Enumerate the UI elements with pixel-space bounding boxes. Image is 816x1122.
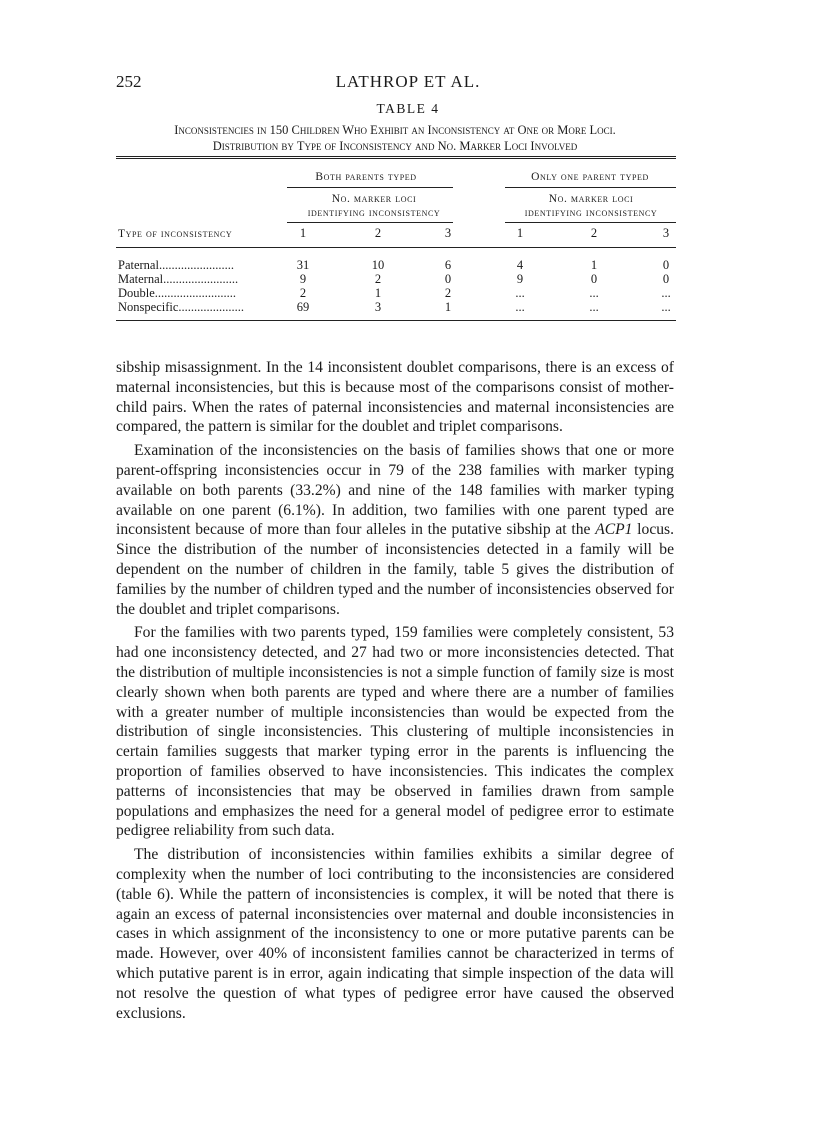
table-cell: ... xyxy=(589,286,599,300)
group-rule-one xyxy=(505,187,676,188)
table-cell: 0 xyxy=(662,272,670,286)
table-cell: 1 xyxy=(374,286,382,300)
table-cell: 2 xyxy=(444,286,452,300)
subheader-rule-one xyxy=(505,222,676,223)
subheader-both xyxy=(282,192,466,220)
subheader-one-line2: identifying inconsistency xyxy=(524,207,658,219)
table-cell: 1 xyxy=(590,258,598,272)
group-header-one-parent: Only one parent typed xyxy=(531,171,649,183)
table-cell: 0 xyxy=(444,272,452,286)
table-cell: ... xyxy=(589,300,599,314)
table-caption xyxy=(114,122,676,154)
column-header-rule xyxy=(116,247,676,248)
table-cell: 2 xyxy=(299,286,307,300)
table-cell: 4 xyxy=(516,258,524,272)
subheader-one xyxy=(500,192,682,220)
subheader-one-line1: No. marker loci xyxy=(548,193,634,205)
column-header: 2 xyxy=(374,226,382,240)
paragraph: sibship misassignment. In the 14 inconsistent doublet comparisons, there is an excess of maternal inconsistencies, but this is because most of the comparisons consist of mother-child pairs. When the rates of paternal inconsistencies and maternal inconsistencies are compared, the pattern is similar for the doublet and triplet comparisons. xyxy=(116,359,674,436)
table-cell: 2 xyxy=(374,272,382,286)
table-cell: 9 xyxy=(516,272,524,286)
body-text xyxy=(116,358,674,1023)
table-cell: 69 xyxy=(296,300,310,314)
running-head: LATHROP ET AL. xyxy=(335,72,481,91)
table-cell: ... xyxy=(661,300,671,314)
row-label-paternal: Paternal........................ xyxy=(118,258,234,272)
table-cell: 9 xyxy=(299,272,307,286)
table-cell: 0 xyxy=(590,272,598,286)
page-number: 252 xyxy=(116,72,142,91)
column-header: 3 xyxy=(444,226,452,240)
table-cell: 3 xyxy=(374,300,382,314)
paragraph: The distribution of inconsistencies within families exhibits a similar degree of complexity when the number of loci contributing to the inconsistencies are considered (table 6). While the pattern of inconsistencies is complex, it will be noted that there is again an excess of paternal inconsistencies over maternal and double inconsistencies in cases in which assignment of the inconsistency to one or more putative parents can be made. However, over 40% of inconsistent families cannot be characterized in terms of which putative parent is in error, again indicating that simple inspection of the data will not resolve the question of what types of pedigree error have caused the observed exclusions. xyxy=(116,846,674,1022)
table-bottom-rule xyxy=(116,320,676,321)
row-label-maternal: Maternal........................ xyxy=(118,272,239,286)
table-top-rule xyxy=(116,156,676,159)
subheader-rule-both xyxy=(287,222,453,223)
paragraph xyxy=(116,441,674,619)
table-cell: 6 xyxy=(444,258,452,272)
column-header: 3 xyxy=(662,226,670,240)
subheader-both-line1: No. marker loci xyxy=(331,193,417,205)
table-cell: 1 xyxy=(444,300,452,314)
locus-name: ACP1 xyxy=(595,521,633,539)
row-label-double: Double.......................... xyxy=(118,286,237,300)
group-header-both-parents: Both parents typed xyxy=(315,171,417,183)
row-label-nonspecific: Nonspecific..................... xyxy=(118,300,245,314)
table-cell: ... xyxy=(515,286,525,300)
table-label: TABLE 4 xyxy=(376,101,440,116)
column-header: 1 xyxy=(516,226,524,240)
table-cell: ... xyxy=(515,300,525,314)
subheader-both-line2: identifying inconsistency xyxy=(307,207,441,219)
table-cell: 0 xyxy=(662,258,670,272)
paragraph-text: Examination of the inconsistencies on the basis of families shows that one or more parent-offspring inconsistencies occur in 79 of the 238 families with marker typing available on both parents (33.2%) and nine of the 148 families with marker typing available on one parent (6.1%). In addition, two families with one parent typed are inconsistent because of more than four alleles in the putative sibship at the xyxy=(116,442,674,539)
paragraph-text: locus. Since the distribution of the number of inconsistencies detected in a family will be dependent on the number of children in the family, table 5 gives the distribution of families by the number of children typed and the number of inconsistencies observed for the doublet and triplet comparisons. xyxy=(116,521,675,618)
group-rule-both xyxy=(287,187,453,188)
caption-line-2: Distribution by Type of Inconsistency and No. Marker Loci Involved xyxy=(212,139,578,153)
column-header: 1 xyxy=(299,226,307,240)
table-cell: 31 xyxy=(296,258,310,272)
table-cell: 10 xyxy=(371,258,385,272)
column-header: 2 xyxy=(590,226,598,240)
caption-line-1: Inconsistencies in 150 Children Who Exhibit an Inconsistency at One or More Loci. xyxy=(174,123,616,137)
stub-header: Type of inconsistency xyxy=(118,228,233,240)
paragraph: For the families with two parents typed, 159 families were completely consistent, 53 had one inconsistency detected, and 27 had two or more inconsistencies detected. That the distribution of multiple inconsistencies is not a simple function of family size is most clearly shown when both parents are typed and where there are a number of families with a greater number of multiple inconsistencies than would be expected from the distribution of single inconsistencies. This clustering of multiple inconsistencies in certain families suggests that marker typing error in the parents is influencing the proportion of families observed to have inconsistencies. This indicates the complex patterns of inconsistencies that may be observed in families drawn from sample populations and emphasizes the need for a general model of pedigree error to estimate pedigree reliability from such data. xyxy=(116,624,674,840)
table-cell: ... xyxy=(661,286,671,300)
